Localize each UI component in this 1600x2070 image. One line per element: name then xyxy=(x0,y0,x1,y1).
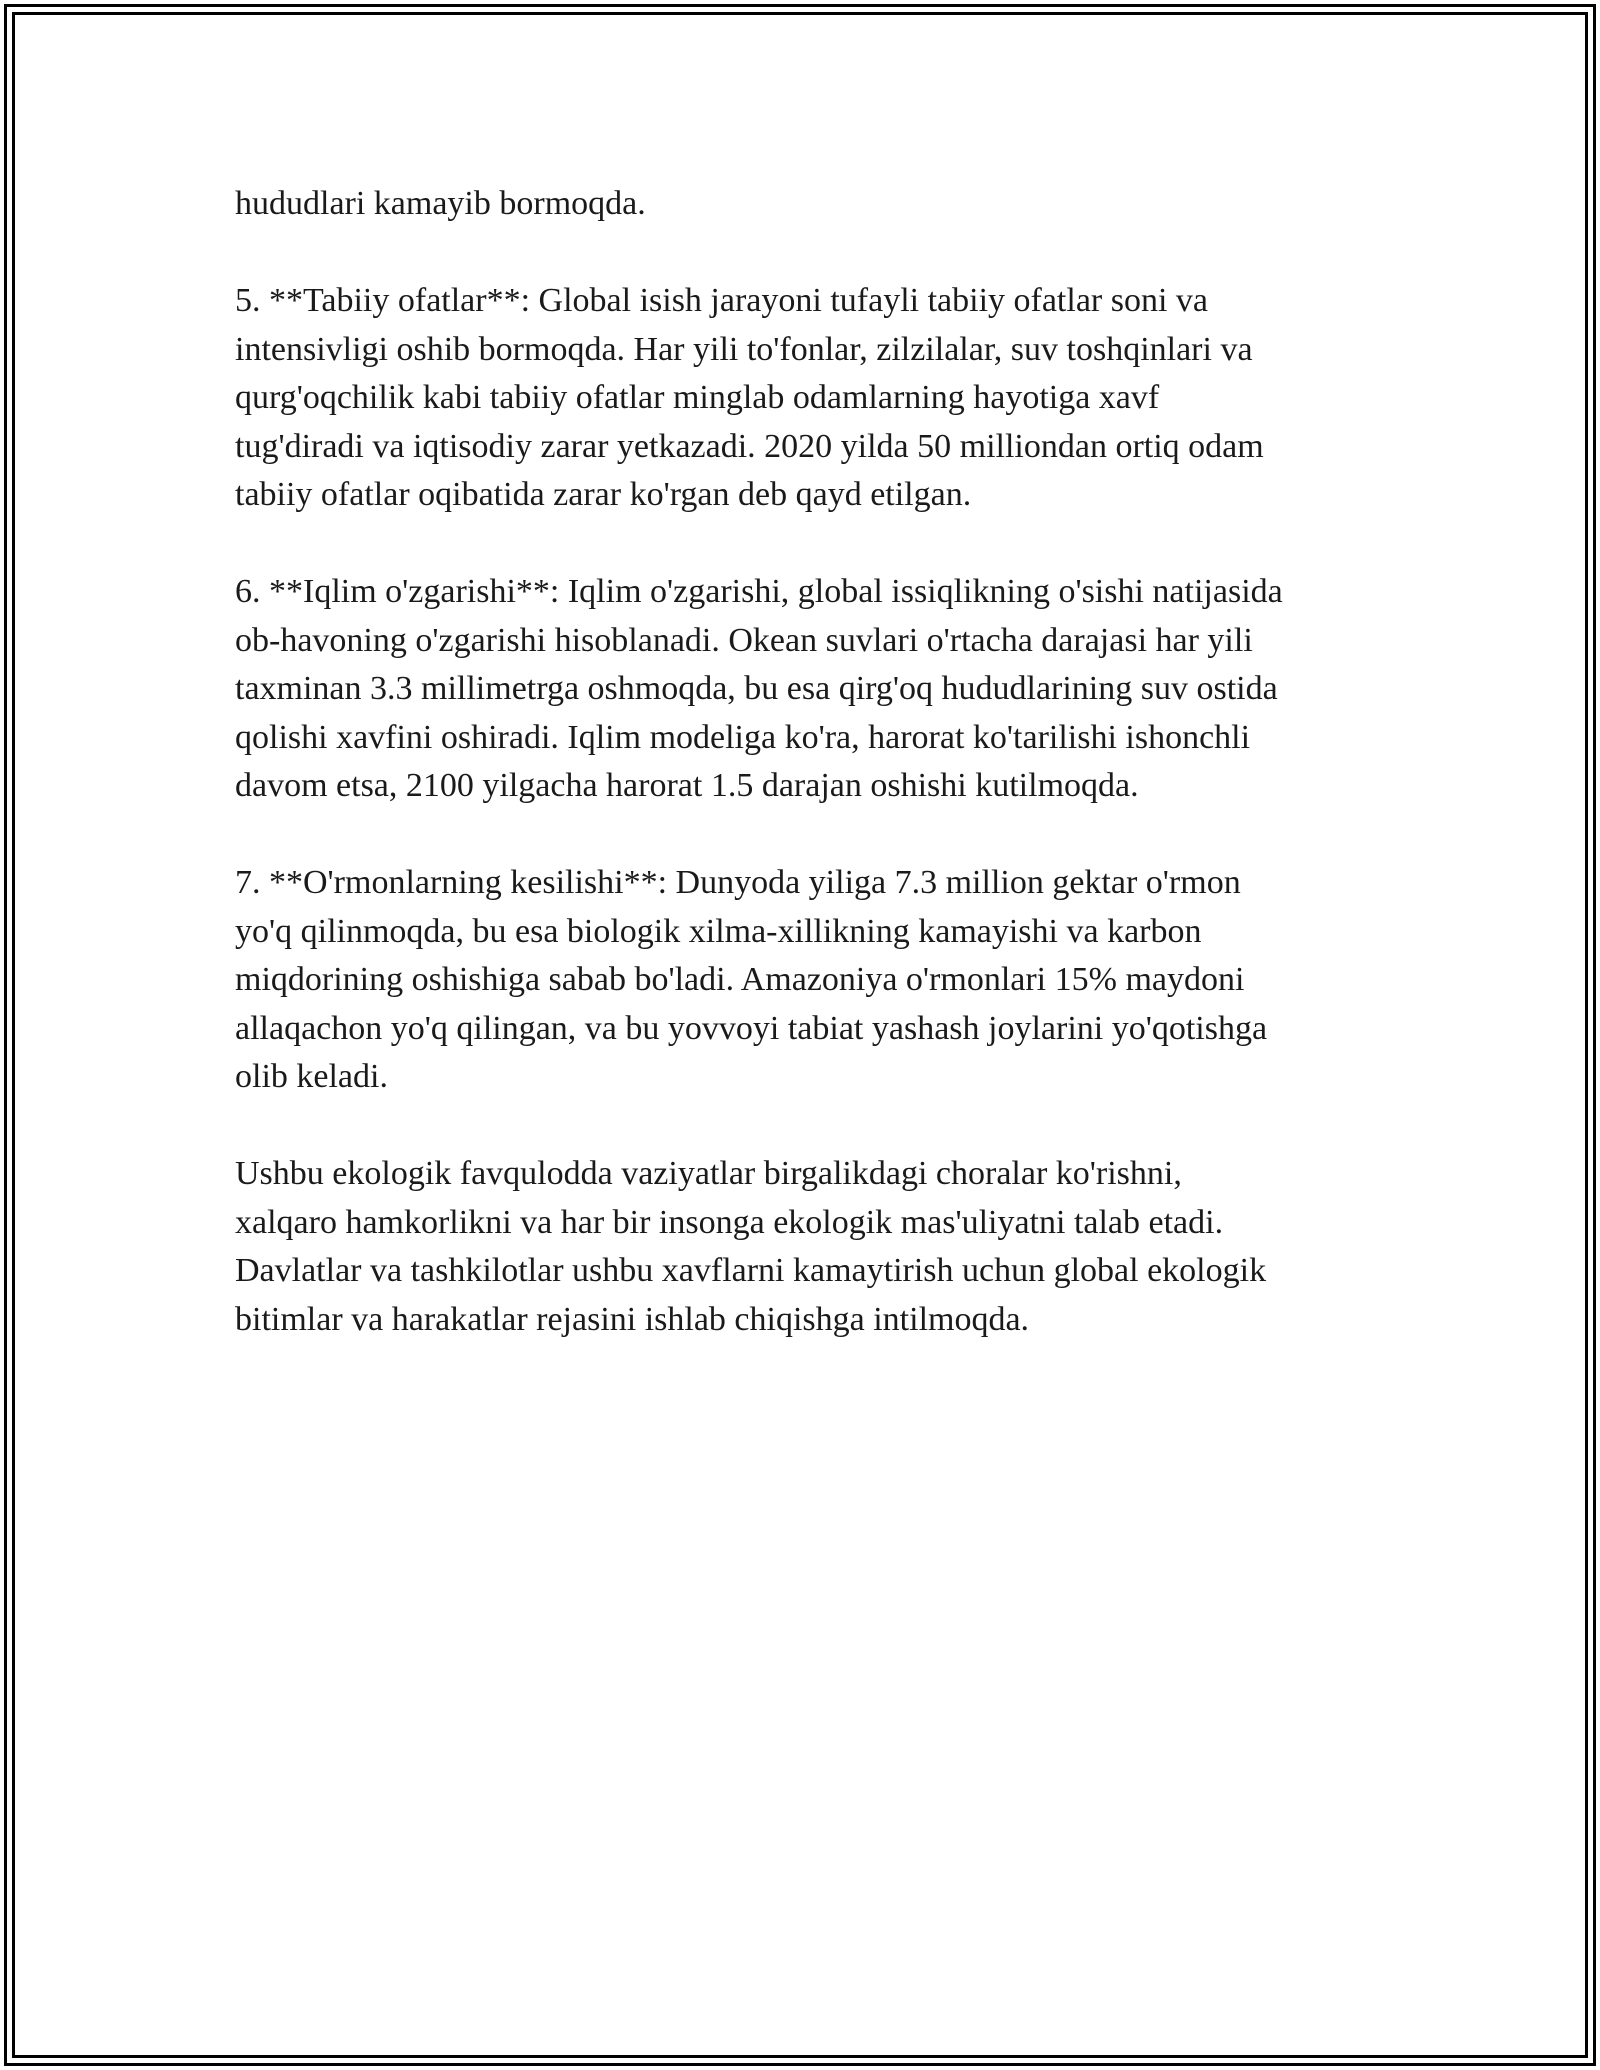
paragraph-deforestation: 7. **O'rmonlarning kesilishi**: Dunyoda yiliga 7.3 million gektar o'rmon yo'q qilinmoqda, bu esa biologik xilma-xillikning kamayishi va karbon miqdorining oshishiga sabab bo'ladi. Amazoniya o'rmonlari 15% maydoni allaqachon yo'q qilingan, va bu yovvoyi tabiat yashash joylarini yo'qotishga olib keladi. xyxy=(235,864,1268,1095)
paragraph-climate-change: 6. **Iqlim o'zgarishi**: Iqlim o'zgarishi, global issiqlikning o'sishi natijasida ob-havoning o'zgarishi hisoblanadi. Okean suvlari o'rtacha darajasi har yili taxminan 3.3 millimetrga oshmoqda, bu esa qirg'oq hududlarining suv ostida qolishi xavfini oshiradi. Iqlim modeliga ko'ra, harorat ko'tarilishi ishonchli davom etsa, 2100 yilgacha harorat 1.5 darajan oshishi kutilmoqda. xyxy=(235,573,1283,804)
paragraph-conclusion: Ushbu ekologik favqulodda vaziyatlar birgalikdagi choralar ko'rishni, xalqaro hamkorlikni va har bir insonga ekologik mas'uliyatni talab etadi. Davlatlar va tashkilotlar ushbu xavflarni kamaytirish uchun global ekologik bitimlar va harakatlar rejasini ishlab chiqishga intilmoqda. xyxy=(235,1155,1267,1338)
document-body xyxy=(235,180,1375,1393)
paragraph-continuation: hududlari kamayib bormoqda. xyxy=(235,185,646,222)
paragraph-natural-disasters: 5. **Tabiiy ofatlar**: Global isish jarayoni tufayli tabiiy ofatlar soni va intensivligi oshib bormoqda. Har yili to'fonlar, zilzilalar, suv toshqinlari va qurg'oqchilik kabi tabiiy ofatlar minglab odamlarning hayotiga xavf tug'diradi va iqtisodiy zarar yetkazadi. 2020 yilda 50 milliondan ortiq odam tabiiy ofatlar oqibatida zarar ko'rgan deb qayd etilgan. xyxy=(235,282,1264,513)
